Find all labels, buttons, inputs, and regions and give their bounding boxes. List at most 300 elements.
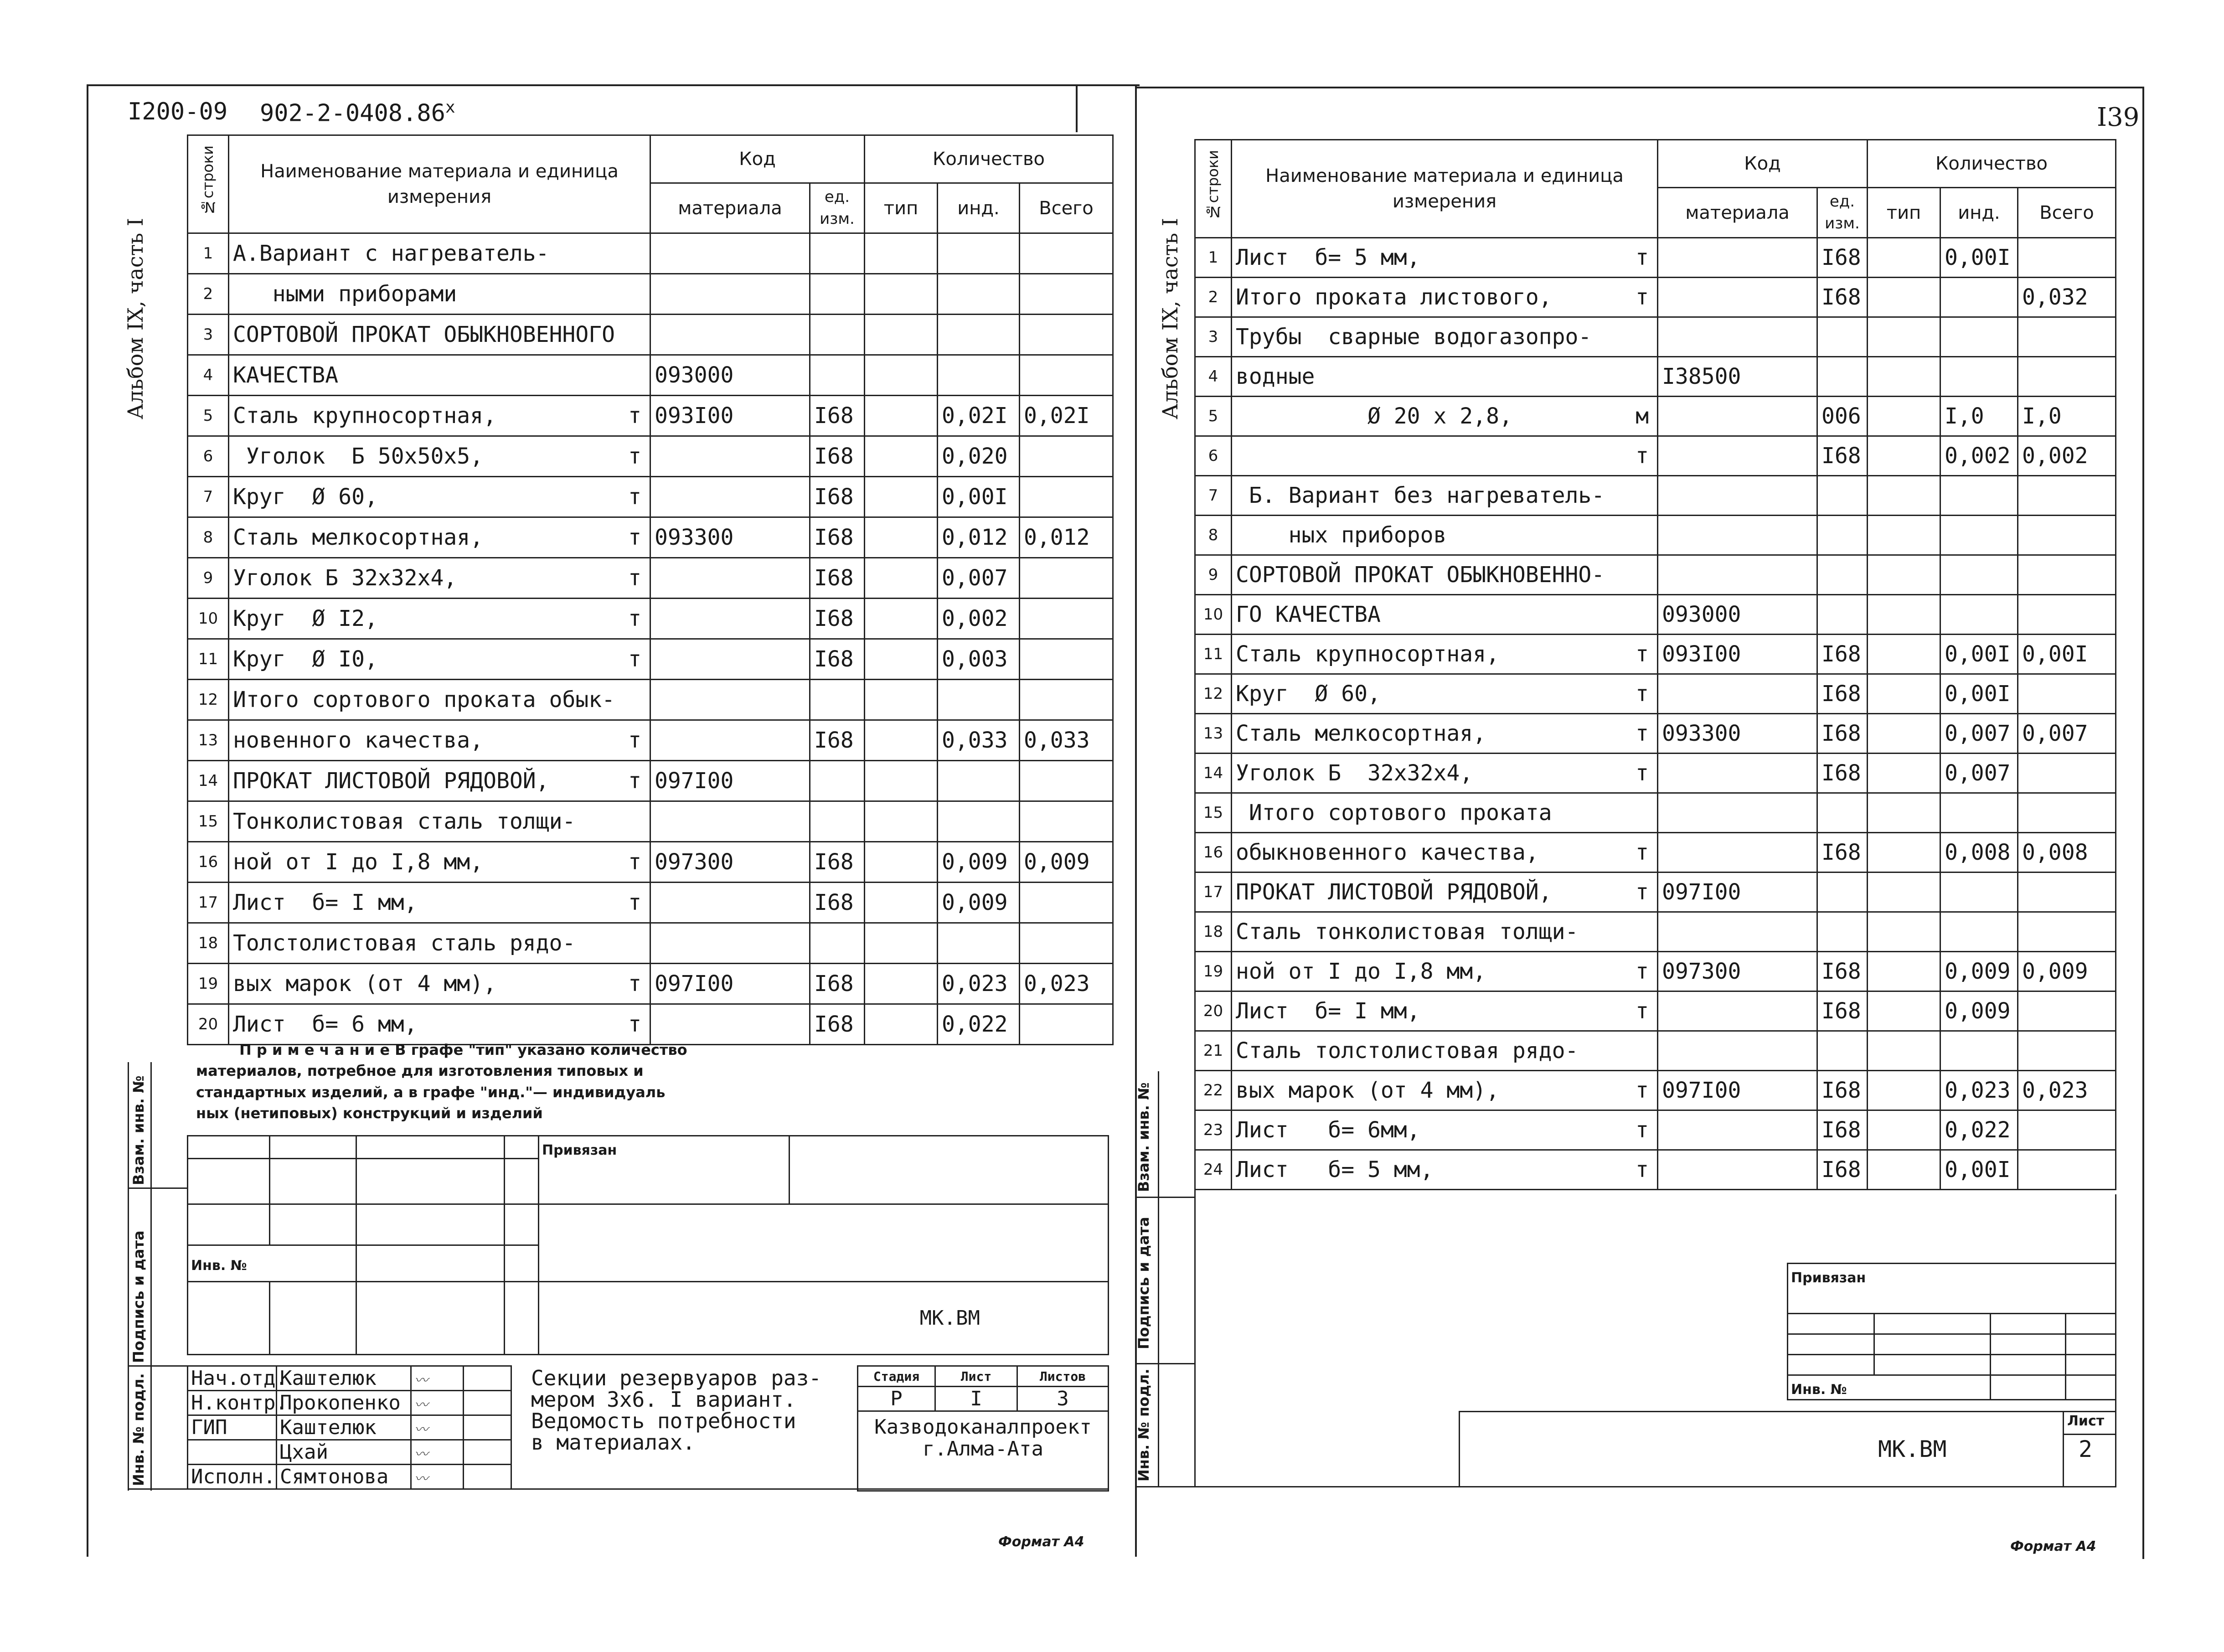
- row-number: 4: [188, 355, 229, 396]
- note-title: П р и м е ч а н и е: [239, 1041, 390, 1058]
- material-name: [229, 355, 650, 396]
- stamp-cell: [1991, 1355, 2066, 1375]
- row-number: 17: [188, 883, 229, 923]
- type-qty: [1868, 1031, 1940, 1071]
- material-code: [1658, 754, 1817, 793]
- material-name-text: вых марок (от 4 мм),: [1236, 1078, 1499, 1103]
- project-code: [260, 98, 455, 127]
- inv-no-cell: [188, 1245, 356, 1282]
- stamp-cell: [1991, 1314, 2066, 1334]
- total-qty: [1020, 801, 1113, 842]
- unit-code: [1817, 516, 1868, 555]
- total-qty: [2018, 1031, 2116, 1071]
- ind-qty: 0,02I: [938, 396, 1020, 436]
- material-code: [650, 923, 810, 964]
- table-row: [188, 436, 1113, 477]
- material-name-text: Сталь тонколистовая толщи-: [1236, 919, 1579, 945]
- date-cell: [464, 1415, 511, 1440]
- material-name: [1232, 912, 1658, 952]
- ind-qty: [1940, 595, 2018, 635]
- type-qty: [865, 964, 938, 1004]
- type-qty: [865, 639, 938, 680]
- row-number: 6: [188, 436, 229, 477]
- unit-code: I68: [1817, 991, 1868, 1031]
- ind-qty: [1940, 516, 2018, 555]
- material-name: [229, 761, 650, 801]
- material-name: [229, 396, 650, 436]
- table-row: [188, 761, 1113, 801]
- material-unit: т: [628, 971, 641, 996]
- table-row: [1195, 952, 2116, 991]
- row-number: 11: [188, 639, 229, 680]
- material-name: [229, 801, 650, 842]
- signature-row: [188, 1465, 511, 1489]
- inv-no-label-right: Инв. №: [1791, 1382, 1847, 1398]
- signature-cell: [411, 1366, 464, 1391]
- table-row: [1195, 317, 2116, 357]
- right-frame-line: [2142, 87, 2144, 1559]
- ind-qty: 0,008: [1940, 833, 2018, 872]
- right-stamp-strip-h1: [1135, 1197, 1194, 1198]
- material-name-text: Лист б= 6 мм,: [233, 1012, 418, 1037]
- stamp-cell: [505, 1159, 539, 1204]
- material-name: [229, 558, 650, 599]
- right-stamp-strip-h2: [1135, 1363, 1194, 1364]
- material-unit: [1649, 522, 1653, 548]
- ind-qty: 0,00I: [1940, 238, 2018, 278]
- total-qty: [2018, 912, 2116, 952]
- row-number: 1: [188, 233, 229, 274]
- material-code: [1658, 397, 1817, 436]
- unit-code: [810, 315, 865, 355]
- note-text1: В графе "тип" указано количество: [395, 1041, 687, 1058]
- note-line3: стандартных изделий, а в графе "инд."— индивидуаль: [196, 1083, 666, 1101]
- table-row: [188, 274, 1113, 315]
- material-name-text: водные: [1236, 364, 1315, 389]
- total-qty: 0,023: [1020, 964, 1113, 1004]
- privyazan-label: Привязан: [542, 1142, 617, 1158]
- material-unit: [641, 687, 646, 712]
- row-number: 9: [188, 558, 229, 599]
- type-qty: [865, 883, 938, 923]
- unit-code: [810, 233, 865, 274]
- stamp-cell: [505, 1204, 539, 1245]
- role-label: Нач.отд.: [188, 1366, 277, 1391]
- right-list-value: 2: [2079, 1436, 2093, 1462]
- ind-qty: [938, 274, 1020, 315]
- type-qty: [1868, 278, 1940, 317]
- org-line1: Казводоканалпроект: [874, 1415, 1092, 1439]
- row-number: 19: [1195, 952, 1232, 991]
- type-qty: [1868, 595, 1940, 635]
- type-qty: [1868, 952, 1940, 991]
- table-row: [1195, 1031, 2116, 1071]
- total-qty: 0,009: [2018, 952, 2116, 991]
- material-name-text: обыкновенного качества,: [1236, 840, 1539, 865]
- row-number: 3: [1195, 317, 1232, 357]
- ind-qty: 0,00I: [938, 477, 1020, 517]
- row-number: 4: [1195, 357, 1232, 397]
- ind-qty: 0,007: [938, 558, 1020, 599]
- table-row: [188, 923, 1113, 964]
- material-name: [229, 639, 650, 680]
- role-label: ГИП: [188, 1415, 277, 1440]
- total-qty: [2018, 754, 2116, 793]
- stamp-cell: [1874, 1314, 1991, 1334]
- stamp-cell: [1788, 1334, 1874, 1355]
- material-name: [229, 436, 650, 477]
- table-row: [1195, 635, 2116, 674]
- row-number: 7: [1195, 476, 1232, 516]
- stamp-cell: [270, 1136, 356, 1159]
- table-row: [1195, 516, 2116, 555]
- ind-qty: 0,00I: [1940, 1150, 2018, 1190]
- ind-qty: [938, 923, 1020, 964]
- left-stamp-strip-h2: [128, 1365, 187, 1367]
- ind-qty: I,0: [1940, 397, 2018, 436]
- row-number: 18: [1195, 912, 1232, 952]
- table-row: [1195, 912, 2116, 952]
- unit-code: [810, 801, 865, 842]
- stamp-cell: [1788, 1355, 1874, 1375]
- unit-code: I68: [810, 558, 865, 599]
- total-qty: [2018, 1150, 2116, 1190]
- doc-title-line4: в материалах.: [531, 1430, 696, 1455]
- left-page-divider: [1076, 84, 1078, 132]
- org-line2: г.Алма-Ата: [923, 1437, 1043, 1461]
- right-list-label: Лист: [2067, 1413, 2105, 1429]
- total-qty: [2018, 317, 2116, 357]
- total-qty: [1020, 1004, 1113, 1045]
- ind-qty: 0,009: [1940, 991, 2018, 1031]
- stamp-cell: [356, 1204, 505, 1245]
- ind-qty: 0,009: [938, 883, 1020, 923]
- total-qty: [1020, 639, 1113, 680]
- album-label-right: Альбом IX, часть I: [1158, 218, 1182, 419]
- material-unit: т: [1636, 840, 1649, 865]
- privyazan-label-right: Привязан: [1791, 1270, 1866, 1286]
- unit-code: I68: [810, 396, 865, 436]
- material-unit: т: [628, 444, 641, 469]
- material-name: [1232, 476, 1658, 516]
- material-code: [1658, 516, 1817, 555]
- table-row: [1195, 1150, 2116, 1190]
- material-name-text: Лист б= 6мм,: [1236, 1117, 1420, 1143]
- material-code: [1658, 833, 1817, 872]
- material-code: [650, 233, 810, 274]
- total-qty: [2018, 238, 2116, 278]
- ind-qty: [1940, 278, 2018, 317]
- material-unit: т: [628, 728, 641, 753]
- material-unit: [641, 241, 646, 266]
- ind-qty: [938, 355, 1020, 396]
- list-value: I: [935, 1387, 1017, 1411]
- table-row: [1195, 595, 2116, 635]
- table-row: [188, 842, 1113, 883]
- ind-qty: [938, 801, 1020, 842]
- name-header-right: Наименование материала и единица измерения: [1232, 140, 1658, 238]
- type-qty: [865, 761, 938, 801]
- material-code: [650, 599, 810, 639]
- material-unit: т: [628, 849, 641, 875]
- material-name: [229, 1004, 650, 1045]
- material-name: [1232, 238, 1658, 278]
- mark-cell-left: МК.ВМ: [539, 1282, 1109, 1355]
- material-unit: т: [628, 484, 641, 510]
- material-unit: т: [628, 890, 641, 915]
- unit-code: [1817, 912, 1868, 952]
- doc-title-left-line: [511, 1365, 512, 1488]
- inv-no-cell-right: [1788, 1375, 1991, 1400]
- row-number: 6: [1195, 436, 1232, 476]
- ind-qty: [938, 233, 1020, 274]
- material-code: [1658, 991, 1817, 1031]
- material-name: [229, 315, 650, 355]
- unit-code: I68: [810, 517, 865, 558]
- material-code: [650, 436, 810, 477]
- stamp-cell: [1874, 1334, 1991, 1355]
- material-code: [650, 315, 810, 355]
- note-line1: [196, 1039, 687, 1060]
- ind-qty: 0,009: [1940, 952, 2018, 991]
- material-code: 093I00: [650, 396, 810, 436]
- material-name: [1232, 635, 1658, 674]
- stamp-cell: [1788, 1314, 1874, 1334]
- type-qty: [1868, 555, 1940, 595]
- type-qty: [865, 680, 938, 720]
- total-qty: 0,007: [2018, 714, 2116, 754]
- unit-code: I68: [1817, 952, 1868, 991]
- unit-code: I68: [1817, 754, 1868, 793]
- type-qty: [1868, 397, 1940, 436]
- table-row: [188, 599, 1113, 639]
- type-qty: [865, 233, 938, 274]
- material-code: I38500: [1658, 357, 1817, 397]
- ind-qty: 0,003: [938, 639, 1020, 680]
- unit-code: [1817, 1031, 1868, 1071]
- table-row: [1195, 555, 2116, 595]
- ind-qty: [1940, 912, 2018, 952]
- material-name: [229, 883, 650, 923]
- material-unit: т: [628, 768, 641, 794]
- material-name-text: Уголок Б 32х32х4,: [1236, 760, 1473, 786]
- unit-code: [810, 761, 865, 801]
- material-code: [650, 477, 810, 517]
- row-number: 14: [188, 761, 229, 801]
- ind-qty: 0,009: [938, 842, 1020, 883]
- total-qty: [2018, 476, 2116, 516]
- table-row: [1195, 238, 2116, 278]
- row-number: 2: [1195, 278, 1232, 317]
- stamp-cell: [2066, 1355, 2116, 1375]
- stamp-cell: [270, 1204, 356, 1245]
- material-unit: т: [628, 646, 641, 672]
- stamp-cell: [188, 1136, 270, 1159]
- type-qty: [1868, 436, 1940, 476]
- left-stamp-strip-line2: [128, 1062, 129, 1491]
- role-label: [188, 1440, 277, 1465]
- ind-header: инд.: [938, 183, 1020, 233]
- unit-code: I68: [1817, 1071, 1868, 1110]
- material-name-text: КАЧЕСТВА: [233, 362, 339, 388]
- material-name: [1232, 1110, 1658, 1150]
- material-unit: т: [1636, 284, 1649, 310]
- quantity-header: Количество: [865, 135, 1113, 183]
- table-row: [1195, 476, 2116, 516]
- name-header: Наименование материала и единица измерения: [229, 135, 650, 233]
- material-code: [1658, 1031, 1817, 1071]
- type-qty: [865, 517, 938, 558]
- stamp-cell: [356, 1245, 505, 1282]
- material-name: [1232, 516, 1658, 555]
- row-number: 12: [188, 680, 229, 720]
- unit-code: [1817, 357, 1868, 397]
- unit-code: I68: [1817, 674, 1868, 714]
- material-header: материала: [650, 183, 810, 233]
- type-qty: [865, 558, 938, 599]
- material-unit: [1649, 919, 1653, 945]
- inv-podl-label-right: Инв. № подл.: [1135, 1368, 1152, 1482]
- row-number: 16: [188, 842, 229, 883]
- table-row: [1195, 1071, 2116, 1110]
- material-name-text: Сталь мелкосортная,: [233, 525, 484, 550]
- table-row: [1195, 278, 2116, 317]
- table-row: [188, 680, 1113, 720]
- total-qty: 0,012: [1020, 517, 1113, 558]
- unit-code: [1817, 555, 1868, 595]
- total-qty: [2018, 595, 2116, 635]
- signature-row: [188, 1415, 511, 1440]
- material-code: [650, 274, 810, 315]
- left-stamp-strip-h1: [128, 1187, 187, 1189]
- signature-cell: [411, 1440, 464, 1465]
- material-name: [1232, 1071, 1658, 1110]
- type-header: тип: [865, 183, 938, 233]
- inv-podl-label-left: Инв. № подл.: [130, 1373, 147, 1486]
- total-qty: [2018, 991, 2116, 1031]
- unit-code: I68: [1817, 238, 1868, 278]
- unit-code: I68: [810, 599, 865, 639]
- unit-code: I68: [1817, 714, 1868, 754]
- material-code: [1658, 674, 1817, 714]
- table-row: [1195, 991, 2116, 1031]
- row-number: 18: [188, 923, 229, 964]
- top-frame-line-right: [1135, 87, 2142, 88]
- signature-scribble-icon: 〰: [414, 1397, 428, 1413]
- stamp-cell: [505, 1245, 539, 1282]
- material-name-text: Лист б= 5 мм,: [1236, 1157, 1434, 1182]
- type-qty: [865, 436, 938, 477]
- unit-code: [810, 274, 865, 315]
- stadia-value: Р: [858, 1387, 935, 1411]
- doc-title-line2: мером 3х6. I вариант.: [531, 1387, 796, 1412]
- material-unit: [1649, 364, 1653, 389]
- stadia-label: Стадия: [858, 1366, 935, 1387]
- material-name-text: Ø 20 х 2,8,: [1236, 403, 1512, 429]
- date-cell: [464, 1440, 511, 1465]
- unit-code: [810, 355, 865, 396]
- row-number: 5: [1195, 397, 1232, 436]
- privyazan-cell-right: [1788, 1264, 2116, 1314]
- total-qty: 0,009: [1020, 842, 1113, 883]
- total-qty: [1020, 761, 1113, 801]
- type-qty: [865, 923, 938, 964]
- stamp-cell: [2066, 1375, 2116, 1400]
- note-block: [196, 1039, 687, 1124]
- row-number: 11: [1195, 635, 1232, 674]
- project-code-text: 902-2-0408.86: [260, 99, 445, 127]
- material-name: [1232, 317, 1658, 357]
- date-cell: [464, 1465, 511, 1489]
- material-code: 093300: [650, 517, 810, 558]
- material-name: [229, 842, 650, 883]
- stamp-cell: [505, 1282, 539, 1355]
- table-row: [188, 315, 1113, 355]
- material-code: [1658, 555, 1817, 595]
- ind-qty: 0,007: [1940, 754, 2018, 793]
- material-code: [650, 883, 810, 923]
- type-qty: [1868, 476, 1940, 516]
- material-name-text: Сталь толстолистовая рядо-: [1236, 1038, 1579, 1063]
- material-unit: [1649, 800, 1653, 826]
- right-materials-table: [1194, 139, 2116, 1190]
- row-number: 24: [1195, 1150, 1232, 1190]
- total-qty: [1020, 680, 1113, 720]
- table-row: [1195, 357, 2116, 397]
- material-code: [1658, 476, 1817, 516]
- left-title-block: [187, 1135, 1109, 1355]
- table-row: [1195, 714, 2116, 754]
- person-name: Каштелюк: [277, 1415, 411, 1440]
- right-mark-box-left: [1459, 1411, 1460, 1487]
- type-qty: [865, 720, 938, 761]
- material-name: [229, 274, 650, 315]
- material-code: [1658, 1150, 1817, 1190]
- total-qty: 0,032: [2018, 278, 2116, 317]
- material-name-text: Лист б= I мм,: [1236, 998, 1420, 1024]
- material-name-text: Уголок Б 50х50х5,: [233, 444, 484, 469]
- stamp-cell: [1991, 1375, 2066, 1400]
- table-row: [188, 1004, 1113, 1045]
- total-qty: 0,033: [1020, 720, 1113, 761]
- table-row: [188, 477, 1113, 517]
- total-header-right: Всего: [2018, 188, 2116, 238]
- material-unit: т: [1636, 998, 1649, 1024]
- material-unit: м: [1636, 403, 1649, 429]
- vzam-inv-label-left: Взам. инв. №: [130, 1075, 147, 1185]
- role-label: Исполн.: [188, 1465, 277, 1489]
- total-qty: [1020, 883, 1113, 923]
- total-qty: [2018, 872, 2116, 912]
- unit-code: I68: [810, 964, 865, 1004]
- row-number: 9: [1195, 555, 1232, 595]
- table-row: [188, 517, 1113, 558]
- stamp-cell: [188, 1204, 270, 1245]
- ind-header-right: инд.: [1940, 188, 2018, 238]
- ind-qty: 0,022: [1940, 1110, 2018, 1150]
- ind-qty: 0,00I: [1940, 674, 2018, 714]
- material-code: [1658, 238, 1817, 278]
- table-row: [1195, 793, 2116, 833]
- material-code: [1658, 1110, 1817, 1150]
- doc-title-line1: Секции резервуаров раз-: [531, 1366, 821, 1390]
- material-name: [1232, 714, 1658, 754]
- stamp-cell: [188, 1282, 270, 1355]
- material-name-text: СОРТОВОЙ ПРОКАТ ОБЫКНОВЕННО-: [1236, 562, 1605, 588]
- unit-code: I68: [810, 436, 865, 477]
- material-unit: т: [1636, 1157, 1649, 1182]
- material-name-text: Тонколистовая сталь толщи-: [233, 809, 576, 834]
